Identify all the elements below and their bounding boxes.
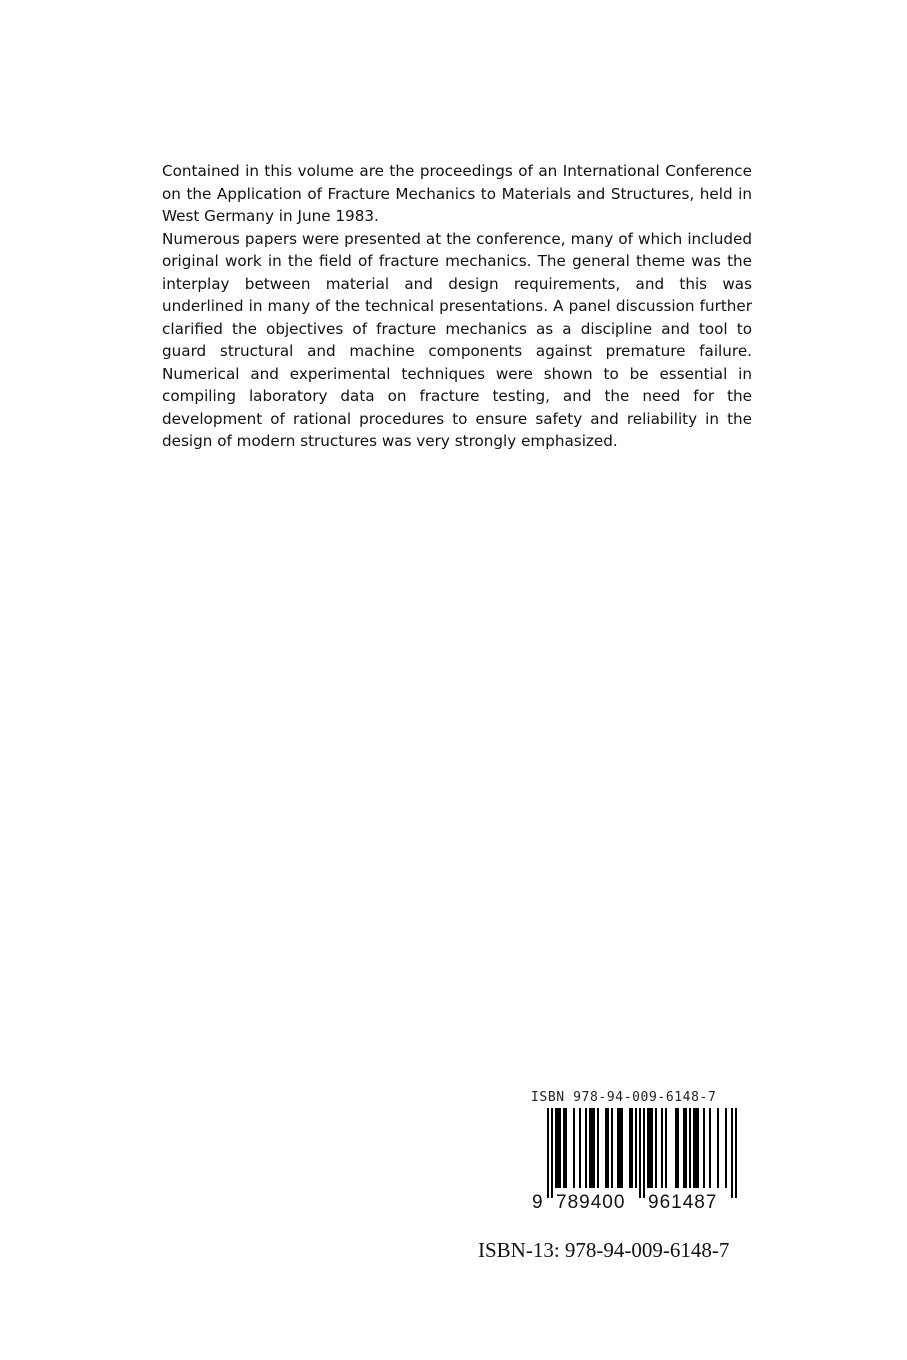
barcode-bar (703, 1108, 705, 1188)
barcode-bar (709, 1108, 711, 1188)
barcode-bar (649, 1108, 651, 1188)
barcode-caption: ISBN 978-94-009-6148-7 (531, 1090, 717, 1105)
barcode-bar (563, 1108, 565, 1188)
barcode-bar (565, 1108, 567, 1188)
barcode-bar (675, 1108, 677, 1188)
barcode-bar (631, 1108, 633, 1188)
barcode-bars (547, 1108, 737, 1198)
barcode-bar (621, 1108, 623, 1188)
barcode-bar (559, 1108, 561, 1188)
blurb-paragraph-2: Numerous papers were presented at the conference, many of which included original work in the field of fracture mechanics. The general theme was the interplay between material and design requirements, and this was underlined in many of the technical presentations. A panel discussion further clarified the objectives of fracture mechanics as a discipline and tool to guard structural and machine components against premature failure. Numerical and experimental techniques were shown to be essential in compiling laboratory data on fracture testing, and the need for the development of rational procedures to ensure safety and reliability in the design of modern structures was very strongly emphasized. (162, 229, 752, 450)
barcode-bar (635, 1108, 637, 1188)
barcode-bar (611, 1108, 613, 1188)
barcode-bar (551, 1108, 553, 1198)
barcode-bar (689, 1108, 691, 1188)
barcode-bar (619, 1108, 621, 1188)
barcode-bar (717, 1108, 719, 1188)
barcode-bar (677, 1108, 679, 1188)
barcode-bar (589, 1108, 591, 1188)
barcode-lead-digit: 9 (532, 1192, 543, 1208)
barcode-bar (697, 1108, 699, 1188)
isbn-barcode (527, 1090, 757, 1210)
barcode-bar (605, 1108, 607, 1188)
barcode-bar (655, 1108, 657, 1188)
barcode-bar (685, 1108, 687, 1188)
barcode-bar (591, 1108, 593, 1188)
barcode-bar (555, 1108, 557, 1188)
barcode-bar (725, 1108, 727, 1188)
barcode-bar (547, 1108, 549, 1198)
barcode-bar (683, 1108, 685, 1188)
barcode-bar (693, 1108, 695, 1188)
barcode-bar (731, 1108, 733, 1198)
cover-blurb (162, 160, 752, 453)
barcode-bar (647, 1108, 649, 1188)
barcode-bar (629, 1108, 631, 1188)
barcode-bar (593, 1108, 595, 1188)
isbn-13-line: ISBN-13: 978-94-009-6148-7 (478, 1238, 730, 1262)
barcode-bar (617, 1108, 619, 1188)
barcode-bar (597, 1108, 599, 1188)
barcode-bar (735, 1108, 737, 1198)
blurb-paragraph-1: Contained in this volume are the proceedings of an International Conference on the Application of Fracture Mechanics to Materials and Structures, held in West Germany in June 1983. (162, 162, 752, 225)
barcode-left-digits: 789400 (556, 1192, 626, 1208)
barcode-bar (665, 1108, 667, 1188)
barcode-bar (579, 1108, 581, 1188)
barcode-bar (661, 1108, 663, 1188)
barcode-bar (585, 1108, 587, 1188)
barcode-right-digits: 961487 (648, 1192, 718, 1208)
barcode-bar (643, 1108, 645, 1198)
barcode-bar (639, 1108, 641, 1198)
barcode-bar (695, 1108, 697, 1188)
barcode-bar (651, 1108, 653, 1188)
barcode-graphic (527, 1108, 757, 1208)
barcode-bar (557, 1108, 559, 1188)
barcode-bar (607, 1108, 609, 1188)
barcode-bar (573, 1108, 575, 1188)
